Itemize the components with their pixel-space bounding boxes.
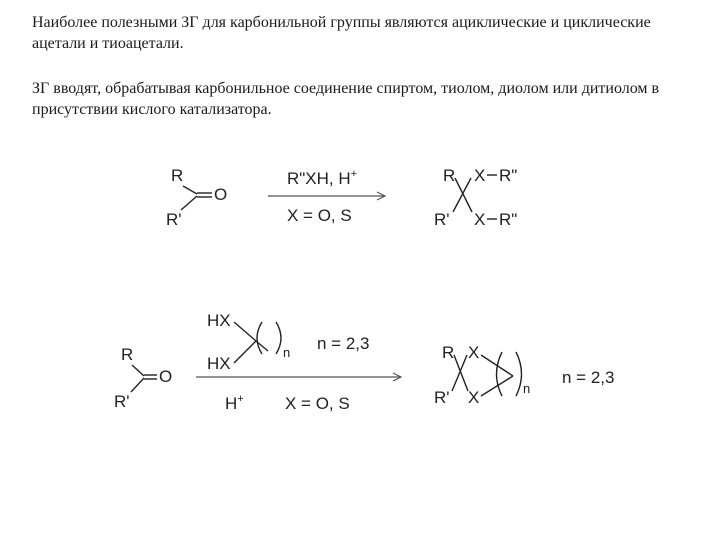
scheme2-reactant [114,345,172,411]
reactant2-oxygen-label: O [159,367,173,386]
reactant-oxygen-label: O [214,185,228,204]
product-bond-x1-rprime [453,178,471,212]
product-r2b-label: R" [499,210,518,229]
reactant-r-label: R [171,166,184,185]
method-paragraph: ЗГ вводят, обрабатывая карбонильное соединение спиртом, тиолом, диолом или дитиолом в присутствии кислого катализатора. [32,80,660,118]
product2-subscript-n: n [523,381,531,396]
scheme1 [166,166,517,229]
bond2-r [132,365,144,376]
bond-r [183,186,197,194]
product-r2a-label: R" [499,166,518,185]
product2-x2-label: X [468,388,480,407]
n-values-top-label: n = 2,3 [317,334,370,353]
diol-hx-top-label: HX [207,311,231,330]
diol-bracket-left [257,322,262,354]
product-x2-label: X [474,210,486,229]
diol-subscript-n: n [283,345,291,360]
product2-r-prime-label: R' [434,388,450,407]
reactant2-r-label: R [121,345,134,364]
diol-bond-bottom [234,341,256,363]
reagent-top-label: R"XH, H+ [287,168,358,188]
product-x1-label: X [474,166,486,185]
reactant2-r-prime-label: R' [114,392,130,411]
n-values-product-label: n = 2,3 [562,368,615,387]
product2-r-label: R [442,343,455,362]
product2-bond-r-x2 [454,355,468,391]
diol-bond-top [234,322,256,341]
product2-bracket-right [516,352,522,396]
diol-reagent [207,311,290,373]
scheme1-reactant [166,166,227,229]
bond2-r-prime [131,378,144,392]
scheme2 [114,311,614,413]
catalyst-label: H+ [225,393,244,413]
product-r-label: R [443,166,456,185]
reagent2-bottom-label: X = O, S [285,394,350,413]
diol-hx-bottom-label: HX [207,354,231,373]
scheme1-product [434,166,517,229]
scheme2-product [434,343,530,407]
reagent-bottom-label: X = O, S [287,206,352,225]
product-bond-r-x2 [455,178,472,212]
reactant-r-prime-label: R' [166,210,182,229]
product-r-prime-label: R' [434,210,450,229]
diol-bracket-right [276,322,281,354]
intro-paragraph: Наиболее полезными ЗГ для карбонильной группы являются ациклические и циклические ацетали и тиоацетали. [32,14,651,52]
bond-r-prime [181,196,197,210]
product2-bracket-left [497,352,503,396]
product2-x1-label: X [468,343,480,362]
